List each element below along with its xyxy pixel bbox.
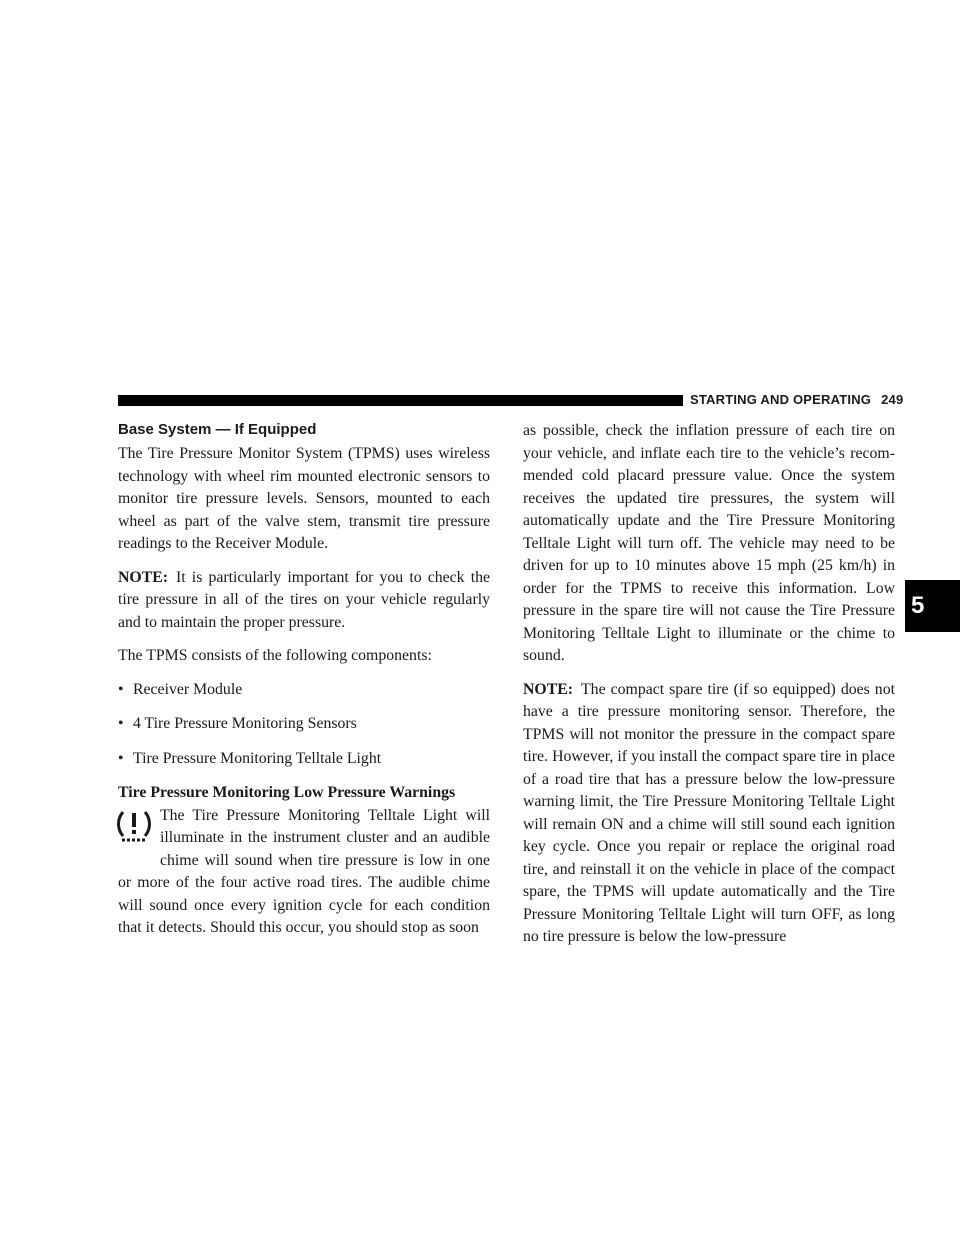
warning-text-continued: or more of the four active road tires. The audible chime will sound once every ignition cycle for each condition that it detects. Should this occur, you should stop as soon (118, 874, 490, 936)
bullet: • (118, 680, 124, 698)
intro-paragraph: The Tire Pressure Monitor System (TPMS) uses wireless technology with wheel rim mounted electronic sensors to monitor tire pressure levels. Sensors, mounted to each wheel as part of the valve stem, transmit tire pressure readings to the Receiver Module. (118, 445, 490, 552)
note-paragraph (523, 679, 895, 949)
subheading: Tire Pressure Monitoring Low Pressure Warnings (118, 784, 456, 801)
list-item: • Receiver Module (118, 679, 490, 702)
running-header (690, 392, 903, 407)
note-paragraph (118, 567, 490, 635)
note-text: The compact spare tire (if so equipped) does not have a tire pressure monitoring sensor. Therefore, the TPMS will not monitor the pressure in the compact spare tire. However, if you install the compact spare tire in place of a road tire that has a pressure below the low-pressure warning limit, the Tire Pressure Monitoring Telltale Light will remain ON and a chime will still sound each ignition key cycle. Once you repair or replace the original road tire, and reinstall it on the vehicle in place of the compact spare, the TPMS will update automatically and the Tire Pressure Monitoring Telltale Light will turn OFF, as long no tire pressure is below the low-pressure (523, 680, 895, 945)
note-label: NOTE: (118, 568, 169, 586)
note-text: It is particularly important for you to check the tire pressure in all of the tires on your vehicle regularly and to maintain the proper pressure. (118, 568, 490, 631)
note-label: NOTE: (523, 680, 574, 698)
warning-block (118, 805, 490, 940)
left-column (118, 420, 490, 940)
components-list (118, 679, 490, 771)
warning-text-indented: The Tire Pressure Monitoring Telltale Light will illuminate in the instrument cluster and an audible chime will sound when tire pressure is low in one (160, 806, 490, 869)
list-item: • 4 Tire Pressure Monitoring Sensors (118, 713, 490, 736)
header-rule (118, 395, 683, 406)
continued-paragraph: as possible, check the inflation pressure of each tire on your vehicle, and inflate each tire to the vehicle’s recommended cold placard pressure value. Once the system receives the updated tire pressures, the system will automatically update and the Tire Pressure Monitoring Telltale Light will turn off. The vehicle may need to be driven for up to 10 minutes above 15 mph (25 km/h) in order for the TPMS to receive this information. Low pressure in the spare tire will not cause the Tire Pressure Monitoring Telltale Light to illuminate or the chime to sound. (523, 422, 895, 664)
components-intro: The TPMS consists of the following components: (118, 647, 432, 664)
bullet: • (118, 749, 124, 767)
list-item: • Tire Pressure Monitoring Telltale Light (118, 748, 490, 771)
page-number: 249 (881, 392, 904, 407)
right-column (523, 420, 895, 949)
bullet: • (118, 715, 124, 732)
chapter-tab: 5 (905, 580, 960, 632)
header-section-title: STARTING AND OPERATING (690, 392, 872, 407)
section-heading: Base System — If Equipped (118, 421, 317, 438)
tpms-warning-icon (114, 807, 154, 845)
